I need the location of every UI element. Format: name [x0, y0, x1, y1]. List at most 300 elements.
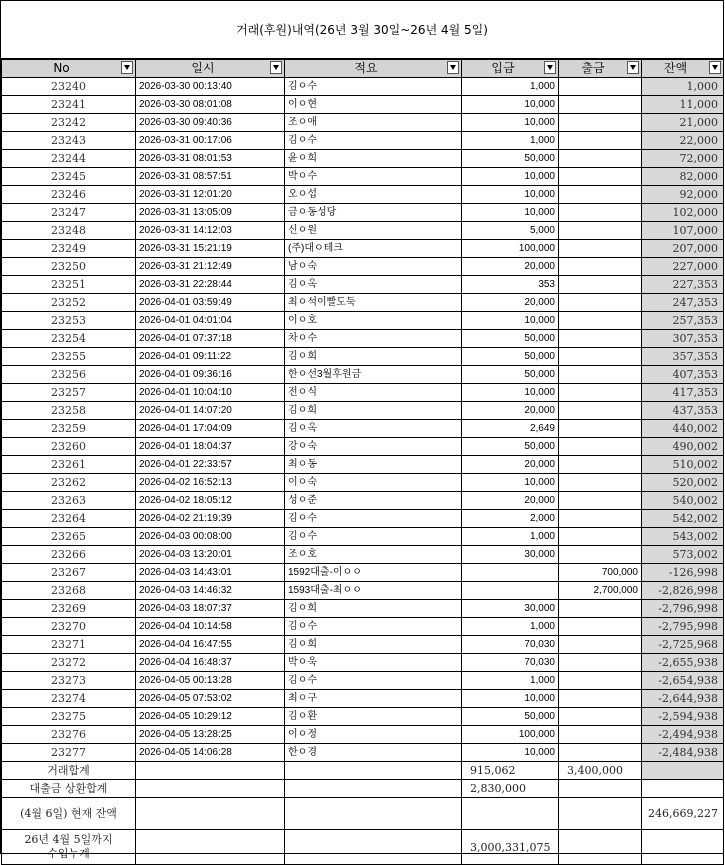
cell-deposit: 1,000	[462, 132, 559, 150]
header-balance	[642, 60, 724, 78]
cell-no: 23242	[2, 114, 136, 132]
cell-withdrawal	[559, 510, 642, 528]
cell-balance: 1,000	[642, 78, 724, 96]
cell-withdrawal	[559, 276, 642, 294]
table-row	[2, 510, 724, 528]
cell-withdrawal	[559, 636, 642, 654]
cell-datetime: 2026-03-30 00:13:40	[136, 78, 285, 96]
cell-datetime: 2026-04-02 18:05:12	[136, 492, 285, 510]
table-row	[2, 744, 724, 762]
cell-withdrawal	[559, 672, 642, 690]
table-row	[2, 600, 724, 618]
cell-withdrawal	[559, 222, 642, 240]
cell-datetime: 2026-04-01 04:01:04	[136, 312, 285, 330]
header-row	[2, 60, 724, 78]
cell-balance: 72,000	[642, 150, 724, 168]
cell-datetime: 2026-03-31 15:21:19	[136, 240, 285, 258]
cell-no: 23265	[2, 528, 136, 546]
cell-withdrawal	[559, 438, 642, 456]
cell-withdrawal: 2,700,000	[559, 582, 642, 600]
cell-withdrawal	[559, 330, 642, 348]
cell-no: 23277	[2, 744, 136, 762]
cell-balance: -2,655,938	[642, 654, 724, 672]
cell-balance: 510,002	[642, 456, 724, 474]
empty-cell	[285, 830, 462, 865]
cell-memo: 신ㅇ원	[285, 222, 462, 240]
cell-balance: -2,494,938	[642, 726, 724, 744]
cell-datetime: 2026-04-01 14:07:20	[136, 402, 285, 420]
cell-memo: 1593대출-최ㅇㅇ	[285, 582, 462, 600]
cell-datetime: 2026-03-31 14:12:03	[136, 222, 285, 240]
table-row	[2, 222, 724, 240]
cell-withdrawal	[559, 96, 642, 114]
cell-deposit: 30,000	[462, 546, 559, 564]
table-row	[2, 78, 724, 96]
cell-balance: 102,000	[642, 204, 724, 222]
cell-memo: 최ㅇ석이빨도둑	[285, 294, 462, 312]
cell-memo: 김ㅇ수	[285, 78, 462, 96]
transactions-body	[2, 78, 724, 762]
table-row	[2, 96, 724, 114]
table-row	[2, 348, 724, 366]
cell-deposit: 50,000	[462, 348, 559, 366]
cell-datetime: 2026-03-31 12:01:20	[136, 186, 285, 204]
table-row	[2, 150, 724, 168]
cell-withdrawal	[559, 186, 642, 204]
cell-balance: -2,484,938	[642, 744, 724, 762]
cell-no: 23260	[2, 438, 136, 456]
cell-deposit: 10,000	[462, 96, 559, 114]
table-row	[2, 582, 724, 600]
cell-memo: 강ㅇ숙	[285, 438, 462, 456]
table-row	[2, 186, 724, 204]
header-datetime	[136, 60, 285, 78]
cell-balance: 227,353	[642, 276, 724, 294]
empty-cell	[285, 780, 462, 798]
cell-no: 23264	[2, 510, 136, 528]
cell-no: 23271	[2, 636, 136, 654]
cell-memo: 오ㅇ섭	[285, 186, 462, 204]
table-row	[2, 312, 724, 330]
cell-withdrawal	[559, 348, 642, 366]
table-row	[2, 726, 724, 744]
cell-datetime: 2026-04-05 10:29:12	[136, 708, 285, 726]
table-row	[2, 528, 724, 546]
cell-memo: 한ㅇ경	[285, 744, 462, 762]
cell-datetime: 2026-04-03 14:43:01	[136, 564, 285, 582]
transactions-table	[1, 59, 724, 865]
cell-datetime: 2026-04-05 14:06:28	[136, 744, 285, 762]
cell-no: 23275	[2, 708, 136, 726]
cell-balance: 307,353	[642, 330, 724, 348]
cell-no: 23273	[2, 672, 136, 690]
cell-balance: -2,644,938	[642, 690, 724, 708]
cell-memo: 박ㅇ욱	[285, 654, 462, 672]
cell-no: 23252	[2, 294, 136, 312]
cell-balance: -2,796,998	[642, 600, 724, 618]
cell-memo: 최ㅇ구	[285, 690, 462, 708]
cell-withdrawal	[559, 528, 642, 546]
cell-withdrawal: 700,000	[559, 564, 642, 582]
table-row	[2, 492, 724, 510]
cell-memo: 김ㅇ환	[285, 708, 462, 726]
table-row	[2, 636, 724, 654]
empty-cell	[136, 798, 285, 830]
empty-cell	[136, 762, 285, 780]
cell-no: 23247	[2, 204, 136, 222]
cell-datetime: 2026-04-02 21:19:39	[136, 510, 285, 528]
cell-datetime: 2026-04-04 10:14:58	[136, 618, 285, 636]
cell-no: 23241	[2, 96, 136, 114]
cell-no: 23250	[2, 258, 136, 276]
cell-deposit: 10,000	[462, 384, 559, 402]
cell-balance: 440,002	[642, 420, 724, 438]
cell-datetime: 2026-04-03 18:07:37	[136, 600, 285, 618]
cell-no: 23257	[2, 384, 136, 402]
cell-deposit: 2,649	[462, 420, 559, 438]
cell-withdrawal	[559, 492, 642, 510]
cell-withdrawal	[559, 726, 642, 744]
empty-cell	[642, 762, 724, 780]
cell-datetime: 2026-04-01 18:04:37	[136, 438, 285, 456]
cell-memo: 금ㅇ동성당	[285, 204, 462, 222]
header-balance-label: 잔액	[663, 61, 688, 75]
table-row	[2, 294, 724, 312]
cell-deposit: 70,030	[462, 654, 559, 672]
cell-memo: 한ㅇ선3월후원금	[285, 366, 462, 384]
current-balance-value: 246,669,227	[642, 798, 724, 830]
cell-balance: 247,353	[642, 294, 724, 312]
header-deposit	[462, 60, 559, 78]
page-title: 거래(후원)내역(26년 3월 30일~26년 4월 5일)	[1, 1, 723, 59]
table-row	[2, 132, 724, 150]
cell-no: 23270	[2, 618, 136, 636]
cell-balance: 417,353	[642, 384, 724, 402]
cell-no: 23244	[2, 150, 136, 168]
cell-datetime: 2026-03-31 00:17:06	[136, 132, 285, 150]
cell-no: 23245	[2, 168, 136, 186]
cell-deposit: 10,000	[462, 312, 559, 330]
filter-dropdown-icon[interactable]	[627, 61, 639, 74]
cell-deposit: 50,000	[462, 330, 559, 348]
cell-balance: 22,000	[642, 132, 724, 150]
cell-withdrawal	[559, 366, 642, 384]
cell-balance: 542,002	[642, 510, 724, 528]
cell-withdrawal	[559, 654, 642, 672]
cell-no: 23269	[2, 600, 136, 618]
filter-dropdown-icon[interactable]	[544, 61, 556, 74]
cell-withdrawal	[559, 420, 642, 438]
cell-datetime: 2026-04-01 09:11:22	[136, 348, 285, 366]
filter-dropdown-icon[interactable]	[270, 61, 282, 74]
cell-datetime: 2026-04-03 13:20:01	[136, 546, 285, 564]
cell-deposit: 100,000	[462, 240, 559, 258]
cell-withdrawal	[559, 402, 642, 420]
cell-no: 23258	[2, 402, 136, 420]
cell-memo: 김ㅇ옥	[285, 276, 462, 294]
empty-cell	[559, 780, 642, 798]
cell-balance: 543,002	[642, 528, 724, 546]
cell-memo: (주)대ㅇ테크	[285, 240, 462, 258]
empty-cell	[136, 830, 285, 865]
cell-memo: 이ㅇ숙	[285, 474, 462, 492]
cell-datetime: 2026-04-02 16:52:13	[136, 474, 285, 492]
cell-withdrawal	[559, 132, 642, 150]
cell-no: 23266	[2, 546, 136, 564]
cell-memo: 이ㅇ현	[285, 96, 462, 114]
cell-datetime: 2026-04-04 16:48:37	[136, 654, 285, 672]
cell-balance: 437,353	[642, 402, 724, 420]
income-total-row	[2, 830, 724, 865]
cell-balance: 21,000	[642, 114, 724, 132]
cell-no: 23253	[2, 312, 136, 330]
cell-deposit: 1,000	[462, 78, 559, 96]
cell-balance: -2,725,968	[642, 636, 724, 654]
cell-datetime: 2026-04-01 09:36:16	[136, 366, 285, 384]
trade-total-withdrawal: 3,400,000	[559, 762, 642, 780]
income-total-value: 3,000,331,075	[462, 830, 559, 865]
cell-datetime: 2026-04-04 16:47:55	[136, 636, 285, 654]
filter-dropdown-icon[interactable]	[709, 61, 721, 74]
table-row	[2, 672, 724, 690]
cell-withdrawal	[559, 546, 642, 564]
table-row	[2, 384, 724, 402]
cell-datetime: 2026-03-31 21:12:49	[136, 258, 285, 276]
cell-withdrawal	[559, 204, 642, 222]
trade-total-label: 거래합계	[2, 762, 136, 780]
cell-datetime: 2026-03-31 08:57:51	[136, 168, 285, 186]
cell-withdrawal	[559, 456, 642, 474]
cell-withdrawal	[559, 78, 642, 96]
cell-no: 23249	[2, 240, 136, 258]
cell-memo: 김ㅇ희	[285, 600, 462, 618]
cell-balance: 407,353	[642, 366, 724, 384]
empty-cell	[559, 798, 642, 830]
cell-memo: 이ㅇ정	[285, 726, 462, 744]
trade-total-row	[2, 762, 724, 780]
cell-datetime: 2026-04-03 00:08:00	[136, 528, 285, 546]
cell-deposit: 20,000	[462, 294, 559, 312]
table-row	[2, 330, 724, 348]
cell-no: 23262	[2, 474, 136, 492]
loan-repay-row	[2, 780, 724, 798]
cell-memo: 조ㅇ호	[285, 546, 462, 564]
cell-balance: 92,000	[642, 186, 724, 204]
cell-deposit: 10,000	[462, 168, 559, 186]
cell-memo: 김ㅇ수	[285, 528, 462, 546]
cell-balance: 227,000	[642, 258, 724, 276]
table-row	[2, 618, 724, 636]
cell-deposit	[462, 564, 559, 582]
cell-deposit: 2,000	[462, 510, 559, 528]
table-row	[2, 114, 724, 132]
cell-memo: 차ㅇ수	[285, 330, 462, 348]
cell-balance: 520,002	[642, 474, 724, 492]
cell-datetime: 2026-04-01 17:04:09	[136, 420, 285, 438]
cell-deposit: 5,000	[462, 222, 559, 240]
cell-datetime: 2026-03-31 08:01:53	[136, 150, 285, 168]
cell-withdrawal	[559, 150, 642, 168]
table-row	[2, 708, 724, 726]
cell-datetime: 2026-04-01 03:59:49	[136, 294, 285, 312]
cell-datetime: 2026-03-31 22:28:44	[136, 276, 285, 294]
header-memo-label: 적요	[354, 61, 378, 75]
cell-deposit: 10,000	[462, 744, 559, 762]
cell-no: 23276	[2, 726, 136, 744]
table-row	[2, 564, 724, 582]
cell-memo: 조ㅇ애	[285, 114, 462, 132]
empty-cell	[462, 798, 559, 830]
table-row	[2, 276, 724, 294]
cell-deposit: 10,000	[462, 114, 559, 132]
income-total-label-line2: 수입누계	[47, 847, 90, 860]
table-row	[2, 240, 724, 258]
empty-cell	[285, 798, 462, 830]
cell-datetime: 2026-04-03 14:46:32	[136, 582, 285, 600]
cell-withdrawal	[559, 294, 642, 312]
filter-dropdown-icon[interactable]	[447, 61, 459, 74]
cell-deposit: 100,000	[462, 726, 559, 744]
cell-balance: 540,002	[642, 492, 724, 510]
filter-dropdown-icon[interactable]	[121, 61, 133, 74]
cell-deposit: 10,000	[462, 204, 559, 222]
table-row	[2, 168, 724, 186]
cell-withdrawal	[559, 258, 642, 276]
cell-no: 23268	[2, 582, 136, 600]
loan-repay-value: 2,830,000	[462, 780, 559, 798]
cell-withdrawal	[559, 690, 642, 708]
cell-no: 23256	[2, 366, 136, 384]
current-balance-row	[2, 798, 724, 830]
cell-deposit: 20,000	[462, 258, 559, 276]
empty-cell	[136, 780, 285, 798]
cell-withdrawal	[559, 618, 642, 636]
cell-balance: -2,795,998	[642, 618, 724, 636]
cell-deposit: 1,000	[462, 618, 559, 636]
cell-deposit: 30,000	[462, 600, 559, 618]
table-row	[2, 690, 724, 708]
cell-deposit: 50,000	[462, 150, 559, 168]
cell-balance: 82,000	[642, 168, 724, 186]
header-withdrawal-label: 출금	[581, 61, 605, 75]
cell-withdrawal	[559, 114, 642, 132]
cell-deposit	[462, 582, 559, 600]
cell-datetime: 2026-04-05 07:53:02	[136, 690, 285, 708]
cell-deposit: 10,000	[462, 474, 559, 492]
cell-deposit: 20,000	[462, 492, 559, 510]
cell-balance: -2,654,938	[642, 672, 724, 690]
cell-no: 23267	[2, 564, 136, 582]
cell-no: 23243	[2, 132, 136, 150]
table-row	[2, 474, 724, 492]
table-row	[2, 456, 724, 474]
cell-no: 23248	[2, 222, 136, 240]
cell-no: 23272	[2, 654, 136, 672]
cell-balance: 11,000	[642, 96, 724, 114]
table-row	[2, 402, 724, 420]
cell-no: 23254	[2, 330, 136, 348]
current-balance-label: (4월 6일) 현재 잔액	[2, 798, 136, 830]
cell-no: 23263	[2, 492, 136, 510]
cell-memo: 이ㅇ호	[285, 312, 462, 330]
cell-deposit: 70,030	[462, 636, 559, 654]
empty-cell	[642, 830, 724, 865]
cell-balance: 257,353	[642, 312, 724, 330]
cell-no: 23246	[2, 186, 136, 204]
cell-no: 23259	[2, 420, 136, 438]
cell-memo: 김ㅇ옥	[285, 420, 462, 438]
header-datetime-label: 일시	[191, 61, 215, 75]
cell-no: 23274	[2, 690, 136, 708]
cell-datetime: 2026-04-05 13:28:25	[136, 726, 285, 744]
cell-memo: 박ㅇ수	[285, 168, 462, 186]
cell-deposit: 1,000	[462, 672, 559, 690]
cell-memo: 최ㅇ동	[285, 456, 462, 474]
cell-withdrawal	[559, 708, 642, 726]
cell-memo: 전ㅇ식	[285, 384, 462, 402]
empty-cell	[285, 762, 462, 780]
cell-withdrawal	[559, 744, 642, 762]
table-row	[2, 420, 724, 438]
cell-withdrawal	[559, 474, 642, 492]
cell-deposit: 20,000	[462, 402, 559, 420]
cell-memo: 김ㅇ수	[285, 132, 462, 150]
table-row	[2, 366, 724, 384]
income-total-label	[2, 830, 136, 865]
cell-deposit: 20,000	[462, 456, 559, 474]
cell-datetime: 2026-04-05 00:13:28	[136, 672, 285, 690]
header-memo	[285, 60, 462, 78]
cell-deposit: 10,000	[462, 690, 559, 708]
cell-memo: 남ㅇ숙	[285, 258, 462, 276]
cell-no: 23240	[2, 78, 136, 96]
cell-datetime: 2026-03-31 13:05:09	[136, 204, 285, 222]
table-row	[2, 204, 724, 222]
table-row	[2, 438, 724, 456]
header-withdrawal	[559, 60, 642, 78]
cell-memo: 김ㅇ희	[285, 348, 462, 366]
header-no-label: No	[53, 61, 70, 75]
cell-balance: 357,353	[642, 348, 724, 366]
cell-deposit: 50,000	[462, 708, 559, 726]
header-no	[2, 60, 136, 78]
cell-memo: 김ㅇ희	[285, 402, 462, 420]
cell-deposit: 50,000	[462, 366, 559, 384]
cell-no: 23255	[2, 348, 136, 366]
loan-repay-label: 대출금 상환합계	[2, 780, 136, 798]
cell-memo: 김ㅇ수	[285, 618, 462, 636]
cell-memo: 성ㅇ준	[285, 492, 462, 510]
cell-balance: -2,826,998	[642, 582, 724, 600]
cell-balance: -2,594,938	[642, 708, 724, 726]
summary-body	[2, 762, 724, 865]
empty-cell	[559, 830, 642, 865]
cell-deposit: 1,000	[462, 528, 559, 546]
cell-withdrawal	[559, 384, 642, 402]
cell-memo: 김ㅇ수	[285, 510, 462, 528]
cell-balance: -126,998	[642, 564, 724, 582]
table-row	[2, 546, 724, 564]
cell-withdrawal	[559, 240, 642, 258]
cell-datetime: 2026-03-30 09:40:36	[136, 114, 285, 132]
cell-no: 23261	[2, 456, 136, 474]
cell-memo: 김ㅇ희	[285, 636, 462, 654]
cell-balance: 207,000	[642, 240, 724, 258]
cell-memo: 김ㅇ수	[285, 672, 462, 690]
cell-datetime: 2026-04-01 22:33:57	[136, 456, 285, 474]
cell-balance: 573,002	[642, 546, 724, 564]
cell-deposit: 50,000	[462, 438, 559, 456]
